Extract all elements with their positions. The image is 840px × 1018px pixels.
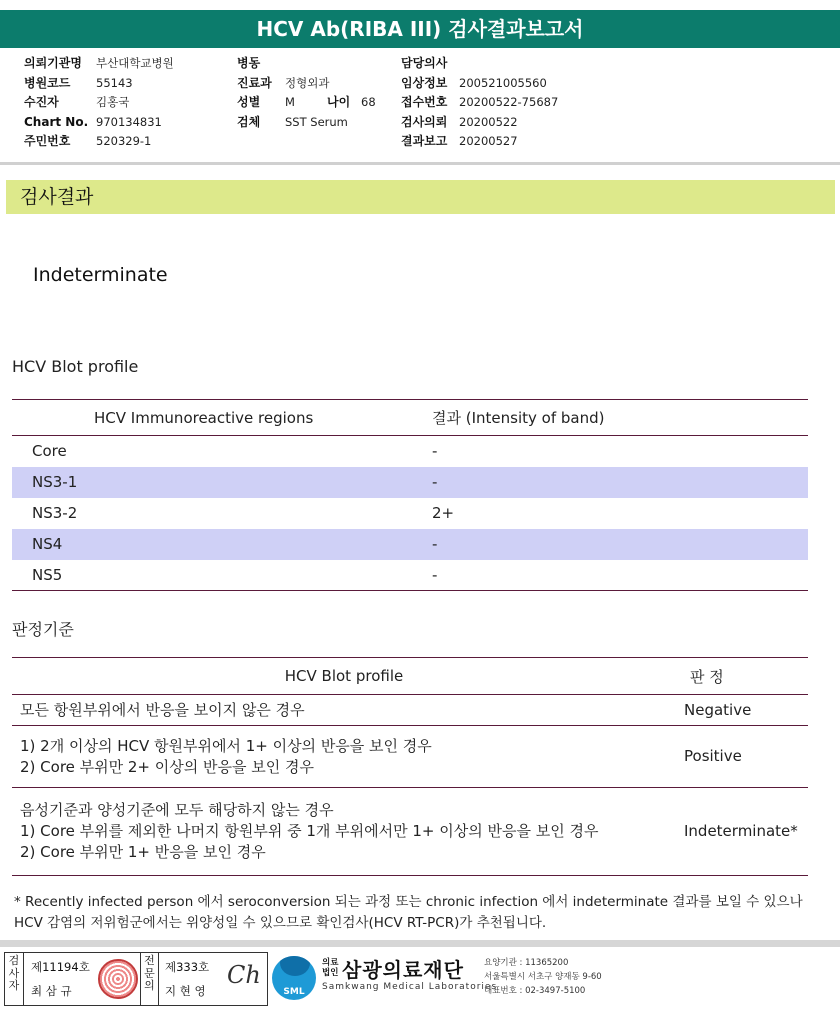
info-label: 성별 <box>237 95 261 109</box>
signer-id: 제333호 <box>165 960 210 974</box>
info-row <box>401 93 558 113</box>
info-label: 검체 <box>237 114 261 129</box>
info-label: 접수번호 <box>401 95 448 109</box>
result-cell: - <box>424 560 808 591</box>
info-row <box>24 54 174 74</box>
signer-id: 제11194호 <box>31 960 90 974</box>
org-corp-label <box>322 958 338 978</box>
column-header: HCV Immunoreactive regions <box>12 400 424 436</box>
table-row <box>12 560 808 591</box>
column-header: 판 정 <box>676 658 808 695</box>
table-header-row <box>12 400 808 436</box>
signer-label: 검사자 <box>5 953 24 1005</box>
info-row <box>237 74 376 94</box>
signer-label: 전문의 <box>140 953 159 1005</box>
column-header: 결과 (Intensity of band) <box>424 400 808 436</box>
info-label: 결과보고 <box>401 134 448 148</box>
criteria-line: 1) Core 부위를 제외한 나머지 항원부위 중 1개 부위에서만 1+ 이상의 반응을 보인 경우 <box>20 822 599 840</box>
info-value: 520329-1 <box>96 134 152 148</box>
patient-info-col1 <box>24 54 174 152</box>
region-cell: NS3-2 <box>32 504 78 522</box>
criteria-heading: 판정기준 <box>12 620 74 639</box>
info-row <box>237 54 376 74</box>
info-row <box>24 132 174 152</box>
table-row <box>12 695 808 726</box>
patient-info <box>24 54 824 154</box>
table-row <box>12 498 808 529</box>
column-header: HCV Blot profile <box>12 658 676 695</box>
sml-logo-icon: SML <box>272 956 316 1000</box>
table-row <box>12 788 808 876</box>
signature-box <box>4 952 268 1006</box>
org-contact <box>484 956 602 998</box>
table-header-row <box>12 658 808 695</box>
result-cell: - <box>424 529 808 560</box>
info-value: 55143 <box>96 75 133 90</box>
table-row <box>12 467 808 498</box>
region-cell: Core <box>32 442 67 461</box>
info-label: 병원코드 <box>24 75 71 90</box>
info-label: 검사의뢰 <box>401 114 448 129</box>
criteria-line: 2) Core 부위만 2+ 이상의 반응을 보인 경우 <box>20 757 314 776</box>
patient-info-col3 <box>401 54 558 152</box>
blot-heading: HCV Blot profile <box>12 357 139 376</box>
result-value: Indeterminate <box>33 264 168 286</box>
criteria-table <box>12 657 808 876</box>
criteria-text <box>12 695 676 726</box>
info-value: 20200522-75687 <box>459 95 559 109</box>
verdict-cell: Negative <box>676 695 808 726</box>
org-corp-line: 법인 <box>322 968 339 978</box>
region-cell: NS5 <box>12 560 424 591</box>
criteria-line: 1) 2개 이상의 HCV 항원부위에서 1+ 이상의 반응을 보인 경우 <box>20 736 432 755</box>
patient-info-col2 <box>237 54 376 132</box>
region-cell: NS4 <box>12 529 424 560</box>
info-row <box>401 113 558 133</box>
section-title: 검사결과 <box>6 180 835 214</box>
info-row <box>401 74 558 94</box>
org-info-line: 요양기관 : 11365200 <box>484 958 569 968</box>
criteria-line: 음성기준과 양성기준에 모두 해당하지 않는 경우 <box>20 801 334 819</box>
blot-table <box>12 399 808 591</box>
org-info-line: 서울특별시 서초구 양재동 9-60 <box>484 972 602 982</box>
criteria-text <box>12 788 676 876</box>
table-row <box>12 529 808 560</box>
verdict-cell: Indeterminate* <box>676 788 808 876</box>
table-row <box>12 436 808 467</box>
info-value: 부산대학교병원 <box>96 56 174 70</box>
info-value: SST Serum <box>285 114 348 129</box>
info-label: 진료과 <box>237 75 272 90</box>
info-row <box>24 74 174 94</box>
info-label: 병동 <box>237 56 261 70</box>
info-row <box>237 113 376 133</box>
info-row <box>24 113 174 133</box>
header-divider <box>0 162 840 165</box>
table-row <box>12 726 808 788</box>
signer-name: 지 현 영 <box>165 984 206 998</box>
org-name-kr: 삼광의료재단 <box>342 958 464 982</box>
criteria-line: 2) Core 부위만 1+ 반응을 보인 경우 <box>20 843 266 861</box>
info-label: 나이 <box>327 95 351 109</box>
org-corp-line: 의료 <box>322 958 339 968</box>
info-value: 정형외과 <box>285 75 330 90</box>
info-value: M <box>285 95 295 109</box>
result-cell: - <box>424 467 808 498</box>
info-label: 임상정보 <box>401 75 448 90</box>
info-value: 김홍국 <box>96 95 130 109</box>
org-name-en: Samkwang Medical Laboratories <box>322 982 498 992</box>
result-cell: - <box>432 442 438 461</box>
info-value: 68 <box>361 95 376 109</box>
info-label: 의뢰기관명 <box>24 56 82 70</box>
footnote: * Recently infected person 에서 seroconversion 되는 과정 또는 chronic infection 에서 indeterminate 결과를 보일 수 있으나 HCV 감염의 저위험군에서는 위양성일 수 있으므로 확인검사(HCV RT-PCR)가 추천됩니다. <box>14 894 803 931</box>
footer-divider <box>0 940 840 947</box>
criteria-text <box>12 726 676 788</box>
info-row <box>401 54 558 74</box>
info-label: 주민번호 <box>24 134 71 148</box>
criteria-line: 모든 항원부위에서 반응을 보이지 않은 경우 <box>20 700 305 719</box>
region-cell: NS3-1 <box>12 467 424 498</box>
org-info-line: 대표번호 : 02-3497-5100 <box>484 986 586 996</box>
info-row <box>401 132 558 152</box>
info-row <box>237 93 376 113</box>
info-label: Chart No. <box>24 114 89 129</box>
info-value: 970134831 <box>96 114 162 129</box>
report-title: HCV Ab(RIBA III) 검사결과보고서 <box>0 10 840 48</box>
handwritten-signature: Ch <box>227 961 261 989</box>
signer-name: 최 삼 규 <box>31 984 72 998</box>
info-label: 담당의사 <box>401 56 448 70</box>
official-seal <box>98 959 138 999</box>
info-value: 200521005560 <box>459 75 547 90</box>
info-label: 수진자 <box>24 95 59 109</box>
info-value: 20200522 <box>459 114 518 129</box>
verdict-cell: Positive <box>676 726 808 788</box>
info-row <box>24 93 174 113</box>
info-value: 20200527 <box>459 134 518 148</box>
result-cell: 2+ <box>432 504 455 522</box>
